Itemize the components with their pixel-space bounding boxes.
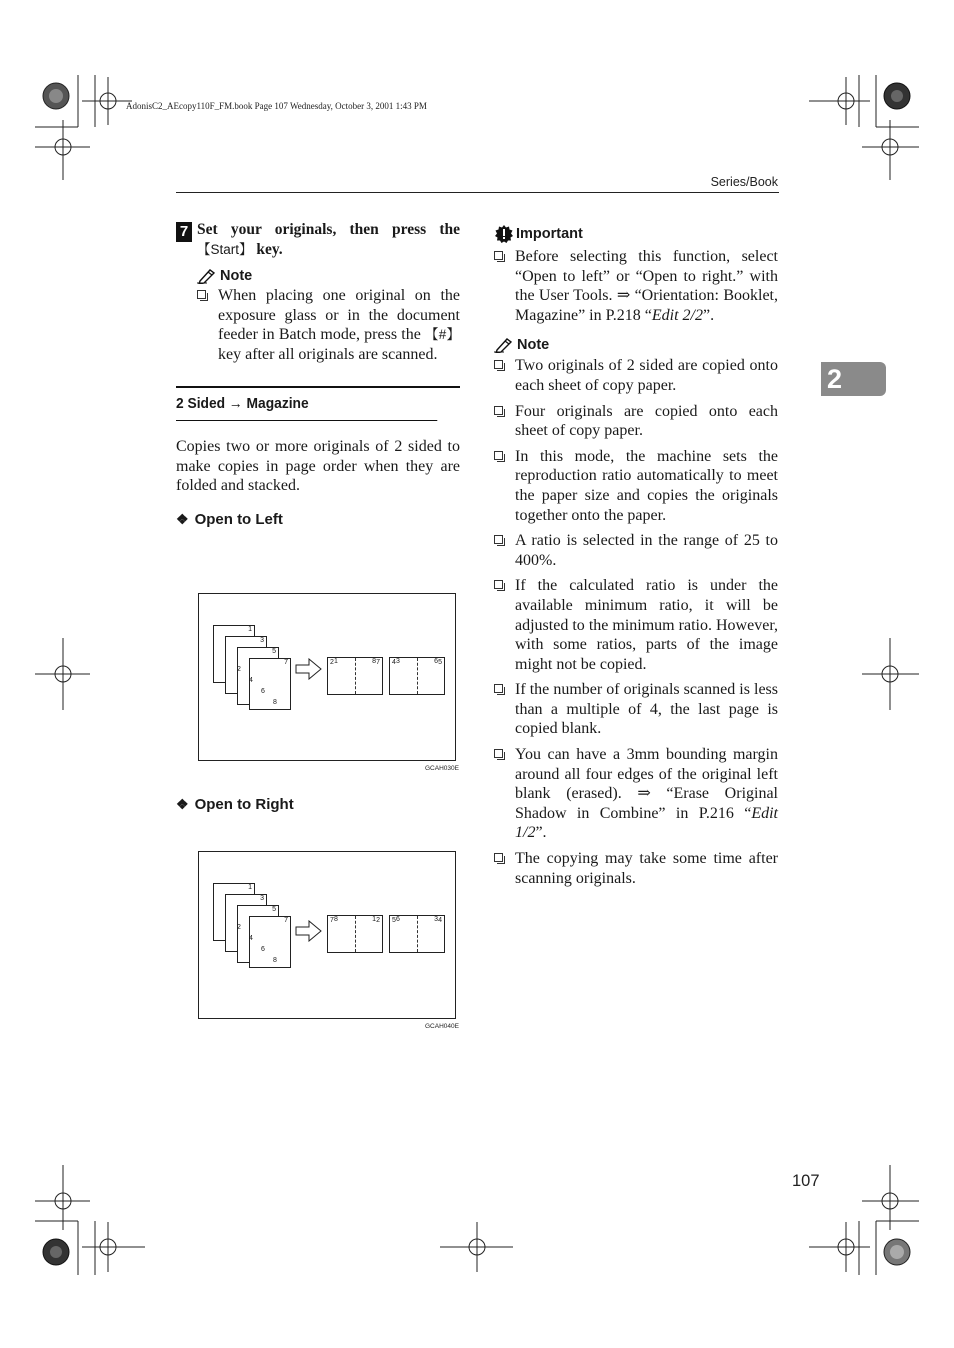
page-number: 107 <box>792 1172 820 1190</box>
note-right-item: Two originals of 2 sided are copied onto each sheet of copy paper. <box>494 356 778 395</box>
diamond-bullet-icon: ❖ <box>176 796 189 812</box>
checkbox-bullet-icon <box>494 580 503 589</box>
stack-page: 1 <box>213 625 255 683</box>
section-rule <box>176 386 460 388</box>
section-description: Copies two or more originals of 2 sided to make copies in page order when they are folded and stacked. <box>176 438 460 495</box>
chapter-tab-label: 2 <box>827 364 843 394</box>
running-head: Series/Book <box>710 175 778 189</box>
note-right-item: You can have a 3mm bounding margin around all four edges of the original left blank (erased). ⇒ “Erase Original Shadow in Combine” in P.216 “Edit 1/2”. <box>494 745 778 843</box>
open-right-heading <box>176 796 294 813</box>
checkbox-bullet-icon <box>494 853 503 862</box>
open-left-heading <box>176 511 460 528</box>
figure-open-left <box>198 593 456 761</box>
checkbox-bullet-icon <box>494 451 503 460</box>
arrow-right-icon <box>295 920 323 942</box>
header-rule <box>176 192 779 193</box>
open-right-label: Open to Right <box>194 796 294 813</box>
step-text-after: key. <box>252 240 283 258</box>
note-title: Note <box>220 268 253 284</box>
pencil-icon <box>494 337 514 353</box>
checkbox-bullet-icon <box>494 749 503 758</box>
note-heading <box>197 268 460 284</box>
checkbox-bullet-icon <box>494 406 503 415</box>
hash-key-label: 【#】 <box>425 327 461 343</box>
checkbox-bullet-icon <box>494 684 503 693</box>
stack-page: 5 <box>237 647 279 705</box>
stack-back-labels: 2 4 6 <box>237 666 265 695</box>
note-right-item: If the number of originals scanned is less than a multiple of 4, the last page is copied blank. <box>494 680 778 739</box>
right-column <box>494 224 778 888</box>
book-info: AdonisC2_AEcopy110F_FM.book Page 107 Wednesday, October 3, 2001 1:43 PM <box>126 101 427 111</box>
figure-code-left: GCAH030E <box>425 765 459 772</box>
step-number: 7 <box>176 222 192 242</box>
start-key-label: 【Start】 <box>197 241 253 257</box>
note-item-after: key after all originals are scanned. <box>218 345 438 363</box>
note-item-ref: Edit 1/2 <box>515 804 778 842</box>
checkbox-bullet-icon <box>494 360 503 369</box>
important-item <box>494 247 778 325</box>
note-item-before: When placing one original on the exposure glass or in the document feeder in Batch mode, press the <box>218 287 460 344</box>
important-item-ref: Edit 2/2 <box>651 306 703 324</box>
note-left <box>176 268 460 364</box>
open-left-label: Open to Left <box>194 510 283 528</box>
folded-sheet-a: 2 7 1 8 <box>327 657 383 695</box>
note-right-item: The copying may take some time after scanning originals. <box>494 849 778 888</box>
note-right-item: If the calculated ratio is under the available minimum ratio, it will be adjusted to the minimum ratio. However, with some ratios, parts of the image might not be copied. <box>494 576 778 674</box>
checkbox-bullet-icon <box>494 535 503 544</box>
stack-page: 1 <box>213 883 255 941</box>
note-right-heading <box>494 337 778 353</box>
stack-page: 7 <box>249 916 291 968</box>
left-column <box>176 220 460 528</box>
important-icon <box>494 224 514 244</box>
note-right-item: In this mode, the machine sets the reproduction ratio automatically to meet the paper size and copies the originals together onto the paper. <box>494 447 778 525</box>
note-right-title: Note <box>517 337 550 354</box>
checkbox-bullet-icon <box>197 290 206 299</box>
note-item <box>197 286 460 364</box>
pencil-icon <box>197 268 217 284</box>
step-text-before: Set your originals, then press the <box>197 221 460 238</box>
note-right-item: Four originals are copied onto each sheet of copy paper. <box>494 402 778 441</box>
stack-page: 3 <box>225 636 267 694</box>
diamond-bullet-icon: ❖ <box>176 510 189 527</box>
chapter-tab <box>821 362 886 396</box>
stack-page: 3 <box>225 894 267 952</box>
step-7 <box>176 220 460 259</box>
folded-sheet-b: 4 5 3 6 <box>389 657 445 695</box>
stack-back-labels: 2 4 6 <box>237 924 265 953</box>
stack-page: 7 <box>249 658 291 710</box>
arrow-right-icon <box>295 658 323 680</box>
stack-page: 5 <box>237 905 279 963</box>
folded-sheet-b: 5 4 6 3 <box>389 915 445 953</box>
important-item-after: ”. <box>702 306 715 324</box>
important-item-before: Before selecting this function, select “Open to left” or “Open to right.” with the User Tools. ⇒ “Orientation: Booklet, Magazine” in P.218 “ <box>515 248 778 324</box>
important-heading <box>494 224 778 244</box>
important-title: Important <box>516 226 583 242</box>
note-right-item: A ratio is selected in the range of 25 to 400%. <box>494 531 778 570</box>
figure-code-right: GCAH040E <box>425 1023 459 1030</box>
folded-sheet-a: 7 2 8 1 <box>327 915 383 953</box>
checkbox-bullet-icon <box>494 251 503 260</box>
section-title: 2 Sided → Magazine <box>176 395 437 421</box>
figure-open-right <box>198 851 456 1019</box>
